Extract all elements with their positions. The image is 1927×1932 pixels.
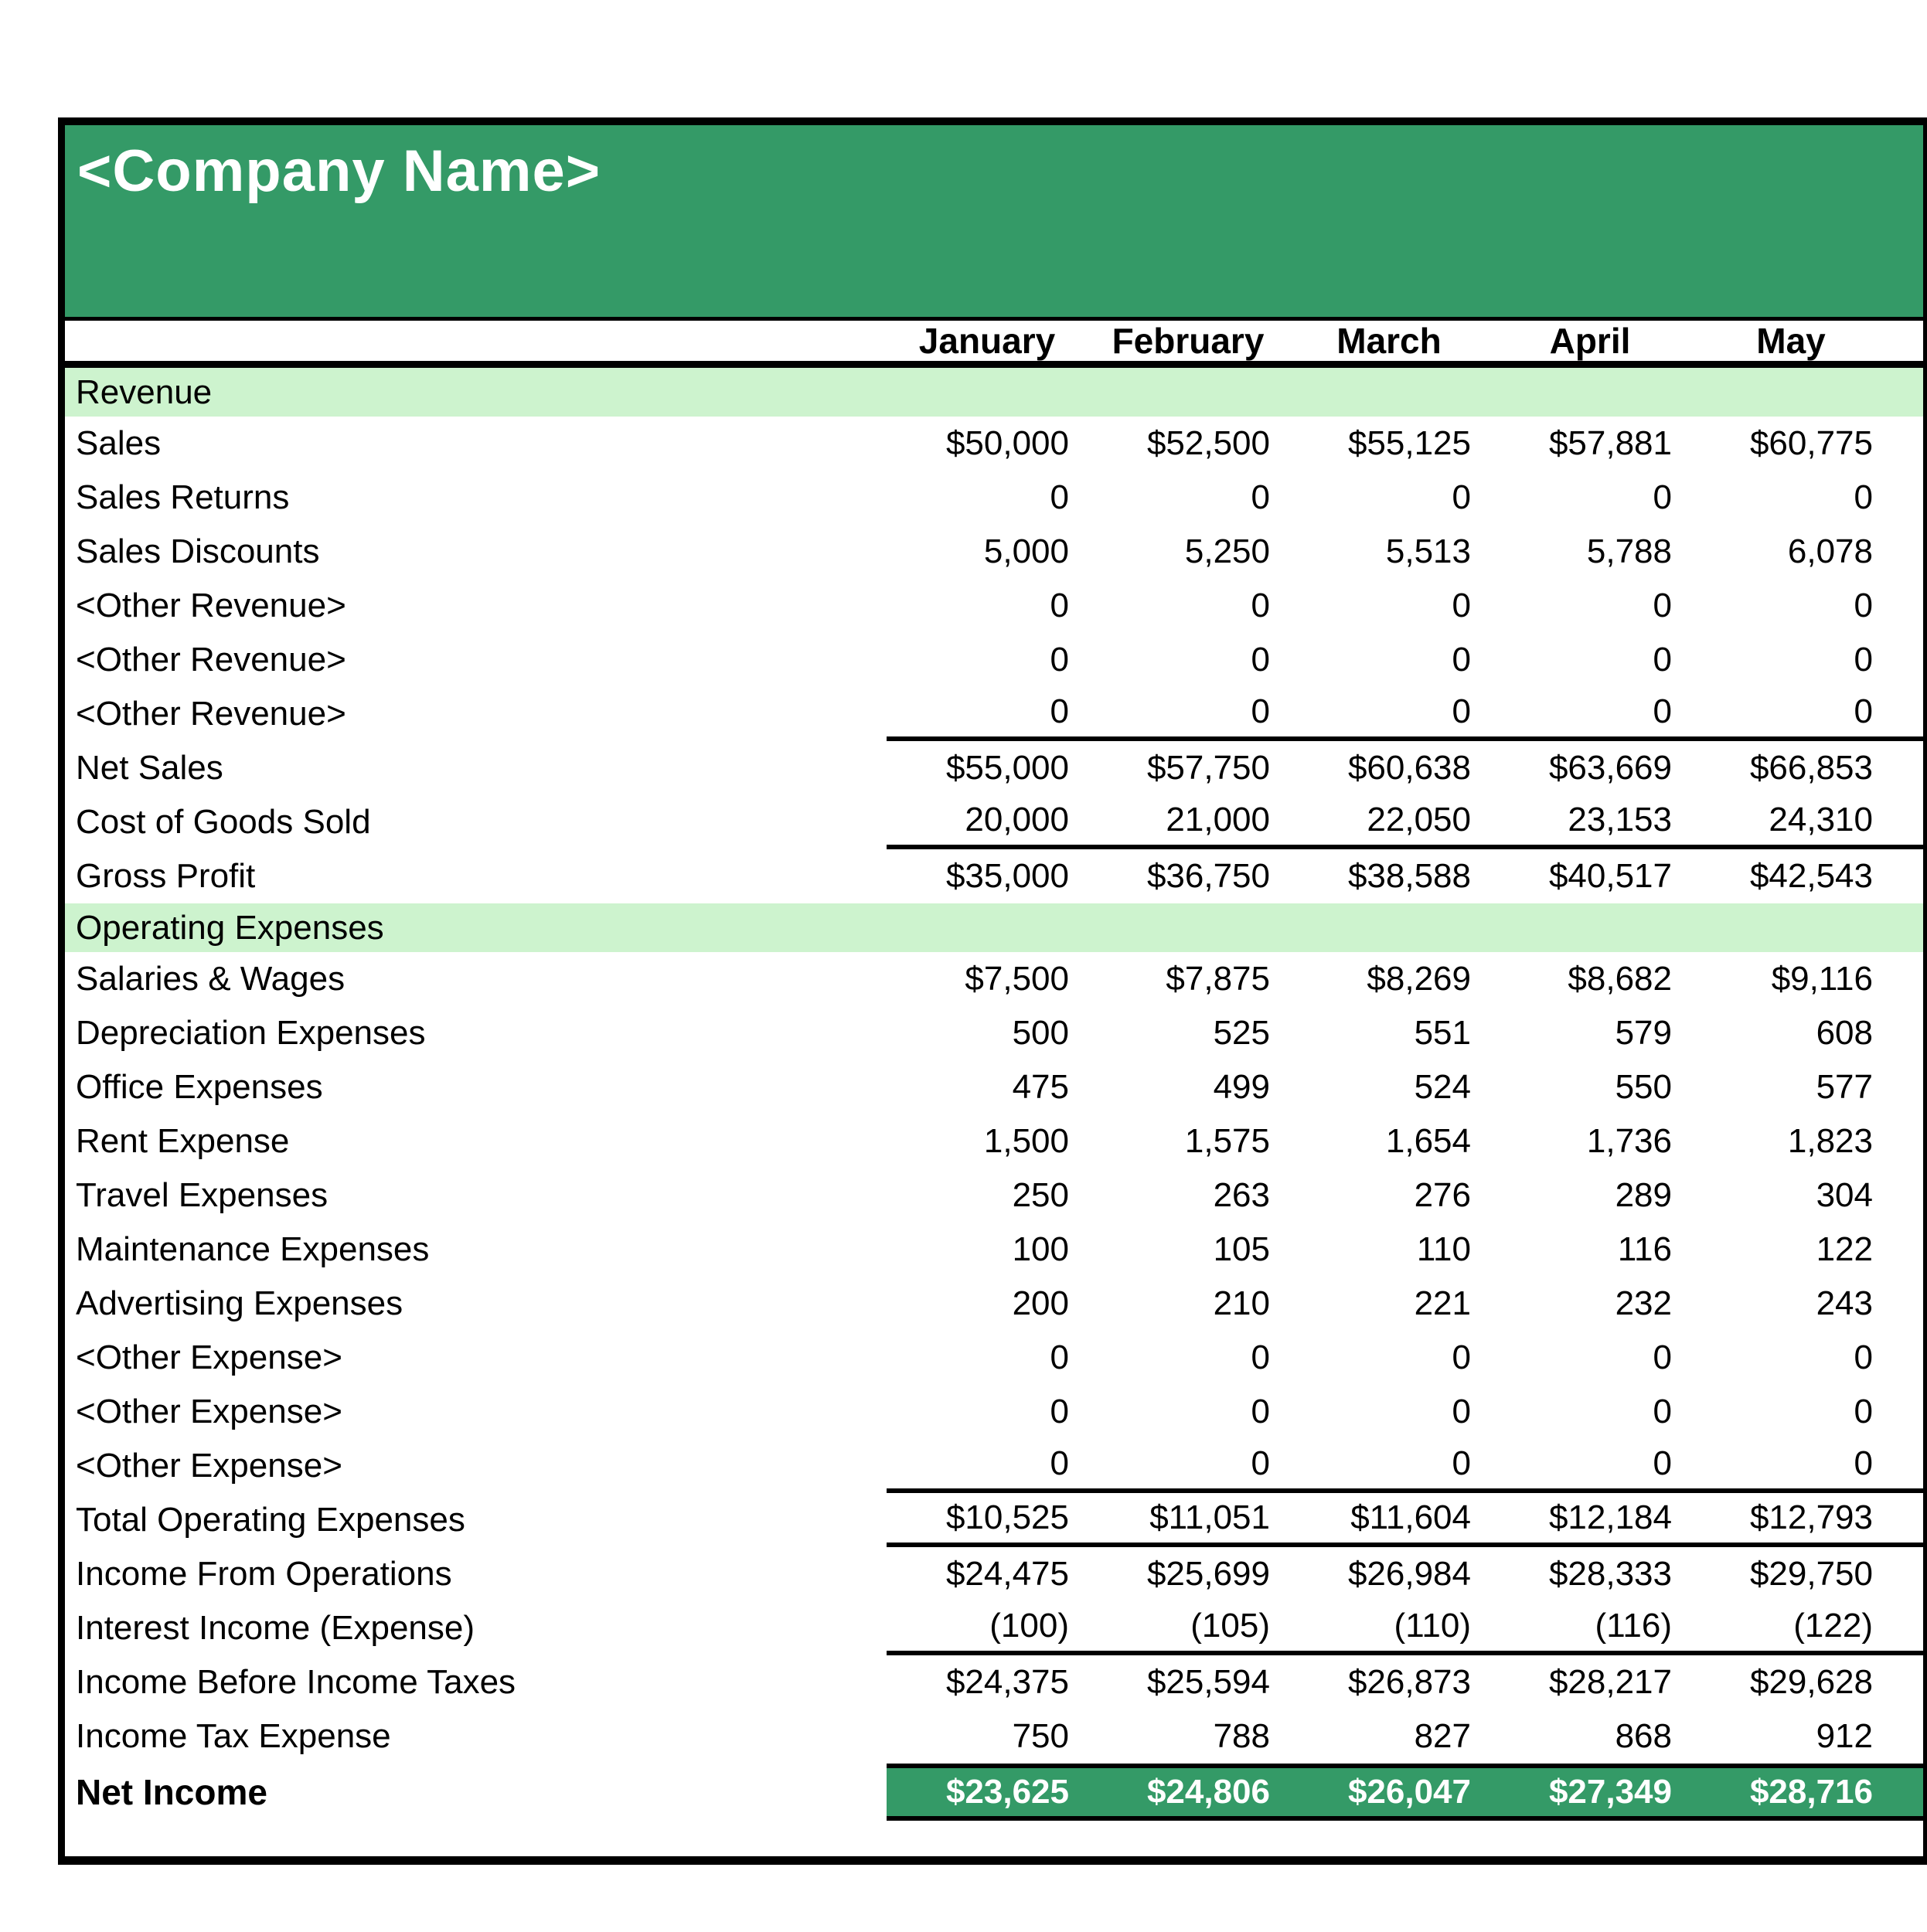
cell-april: 0 xyxy=(1653,1338,1672,1376)
cell-april: $28,217 xyxy=(1548,1663,1672,1701)
cell-january: $24,475 xyxy=(945,1555,1069,1593)
cell-january: 0 xyxy=(887,687,1088,741)
cell-january: 1,500 xyxy=(983,1122,1069,1160)
cell-may: 577 xyxy=(1816,1068,1873,1106)
cell-march: $26,873 xyxy=(1347,1663,1471,1701)
cell-april: 116 xyxy=(1617,1230,1672,1268)
cell-march: 0 xyxy=(1289,1439,1490,1493)
right-spacer xyxy=(1891,633,1923,687)
cell-april: 1,736 xyxy=(1586,1122,1672,1160)
cell-january: $50,000 xyxy=(945,424,1069,462)
cell-april: 0 xyxy=(1653,587,1672,624)
cell-may xyxy=(1690,368,1891,417)
cell-march xyxy=(1289,368,1490,417)
cell-january: $24,375 xyxy=(945,1663,1069,1701)
cell-february: 263 xyxy=(1213,1176,1270,1214)
cell-april: (116) xyxy=(1490,1601,1690,1655)
cell-may: 0 xyxy=(1854,1338,1873,1376)
right-spacer xyxy=(1891,849,1923,903)
cell-january xyxy=(887,903,1088,952)
cell-may: 0 xyxy=(1690,687,1891,741)
cell-february: $25,594 xyxy=(1146,1663,1270,1701)
right-spacer xyxy=(1891,1331,1923,1385)
row-label: Interest Income (Expense) xyxy=(76,1609,475,1647)
table-row xyxy=(65,417,1923,471)
cell-january: 0 xyxy=(1050,1393,1069,1430)
right-spacer xyxy=(1891,952,1923,1006)
row-label: Maintenance Expenses xyxy=(76,1230,430,1268)
right-spacer xyxy=(1891,1223,1923,1277)
cell-march: $8,269 xyxy=(1367,960,1471,998)
row-label: Travel Expenses xyxy=(76,1176,329,1214)
right-spacer xyxy=(1891,1168,1923,1223)
right-spacer xyxy=(1891,1060,1923,1114)
cell-march: 0 xyxy=(1452,641,1471,679)
cell-march: 827 xyxy=(1414,1717,1471,1755)
row-label: <Other Revenue> xyxy=(76,587,346,624)
row-label: Salaries & Wages xyxy=(76,960,346,998)
cell-may: 1,823 xyxy=(1787,1122,1873,1160)
right-spacer xyxy=(1891,1655,1923,1709)
right-spacer xyxy=(1891,1006,1923,1060)
table-row xyxy=(65,1439,1923,1493)
row-label: <Other Revenue> xyxy=(76,695,346,733)
row-label: <Other Expense> xyxy=(76,1338,342,1376)
column-header-april: April xyxy=(1549,321,1631,361)
cell-march: 221 xyxy=(1414,1284,1471,1322)
right-spacer xyxy=(1891,1114,1923,1168)
cell-april: 232 xyxy=(1615,1284,1672,1322)
cell-march: $26,047 xyxy=(1289,1764,1490,1821)
cell-january: 0 xyxy=(1050,587,1069,624)
cell-may: 0 xyxy=(1690,1439,1891,1493)
table-row xyxy=(65,1168,1923,1223)
row-label: Total Operating Expenses xyxy=(76,1501,465,1539)
cell-january: 100 xyxy=(1012,1230,1069,1268)
cell-february: (105) xyxy=(1088,1601,1289,1655)
cell-april: 23,153 xyxy=(1490,795,1690,849)
row-label: <Other Expense> xyxy=(76,1393,342,1430)
cell-february: 0 xyxy=(1088,1439,1289,1493)
cell-april: 0 xyxy=(1490,687,1690,741)
right-spacer xyxy=(1891,741,1923,795)
right-spacer xyxy=(1891,1709,1923,1764)
cell-march: 110 xyxy=(1416,1230,1471,1268)
cell-march: 0 xyxy=(1289,687,1490,741)
right-spacer xyxy=(1891,1601,1923,1655)
cell-february: $25,699 xyxy=(1146,1555,1270,1593)
cell-january: 475 xyxy=(1012,1068,1069,1106)
cell-february: 0 xyxy=(1251,587,1270,624)
cell-april: 0 xyxy=(1490,1439,1690,1493)
cell-may: (122) xyxy=(1690,1601,1891,1655)
cell-february xyxy=(1088,368,1289,417)
table-row xyxy=(65,952,1923,1006)
table-body xyxy=(65,368,1923,1821)
cell-march: 1,654 xyxy=(1385,1122,1471,1160)
table-row xyxy=(65,1385,1923,1439)
table-row xyxy=(65,795,1923,849)
table-row xyxy=(65,1277,1923,1331)
cell-february: $24,806 xyxy=(1088,1764,1289,1821)
cell-january: 0 xyxy=(1050,478,1069,516)
right-spacer xyxy=(1891,368,1923,417)
cell-march: 0 xyxy=(1452,587,1471,624)
cell-april: $57,881 xyxy=(1548,424,1672,462)
table-row xyxy=(65,849,1923,903)
column-header-january: January xyxy=(918,321,1056,361)
row-label: <Other Expense> xyxy=(76,1447,342,1485)
right-spacer xyxy=(1891,1385,1923,1439)
cell-march: 524 xyxy=(1414,1068,1471,1106)
cell-january: 0 xyxy=(1050,1338,1069,1376)
row-label: Sales xyxy=(76,424,162,462)
column-header-february: February xyxy=(1112,321,1265,361)
row-label: Cost of Goods Sold xyxy=(76,803,371,841)
row-label: Net Income xyxy=(76,1772,267,1812)
cell-april: $40,517 xyxy=(1548,857,1672,895)
cell-may: 24,310 xyxy=(1690,795,1891,849)
cell-april xyxy=(1490,903,1690,952)
table-row xyxy=(65,368,1923,417)
cell-january: 20,000 xyxy=(887,795,1088,849)
cell-may: 0 xyxy=(1854,587,1873,624)
table-row xyxy=(65,687,1923,741)
cell-january: 500 xyxy=(1012,1014,1069,1052)
cell-may: 0 xyxy=(1854,1393,1873,1430)
table-row xyxy=(65,1223,1923,1277)
cell-april: $28,333 xyxy=(1548,1555,1672,1593)
cell-january: 250 xyxy=(1012,1176,1069,1214)
column-header-march: March xyxy=(1336,321,1442,361)
cell-may: 0 xyxy=(1854,641,1873,679)
row-label: Income Tax Expense xyxy=(76,1717,391,1755)
table-row xyxy=(65,1493,1923,1547)
right-spacer xyxy=(1891,903,1923,952)
cell-march: $38,588 xyxy=(1347,857,1471,895)
cell-april: 868 xyxy=(1615,1717,1672,1755)
table-row xyxy=(65,1655,1923,1709)
cell-january: 0 xyxy=(1050,641,1069,679)
right-spacer xyxy=(1891,1277,1923,1331)
cell-april xyxy=(1490,368,1690,417)
cell-may xyxy=(1690,903,1891,952)
cell-february: $7,875 xyxy=(1166,960,1270,998)
cell-april: 0 xyxy=(1653,478,1672,516)
cell-march: 0 xyxy=(1452,1338,1471,1376)
cell-february: 1,575 xyxy=(1184,1122,1270,1160)
cell-may: 6,078 xyxy=(1787,532,1873,570)
cell-february: 0 xyxy=(1251,641,1270,679)
cell-may: $29,628 xyxy=(1749,1663,1873,1701)
right-spacer xyxy=(1891,1493,1923,1547)
cell-january: 5,000 xyxy=(983,532,1069,570)
table-row xyxy=(65,633,1923,687)
row-label: Net Sales xyxy=(76,749,223,787)
cell-february: 0 xyxy=(1251,478,1270,516)
table-row xyxy=(65,579,1923,633)
cell-april: $12,184 xyxy=(1490,1493,1690,1547)
cell-april: $27,349 xyxy=(1490,1764,1690,1821)
right-spacer xyxy=(1891,1764,1923,1821)
table-row xyxy=(65,1601,1923,1655)
cell-may: 304 xyxy=(1816,1176,1873,1214)
cell-february: 5,250 xyxy=(1184,532,1270,570)
cell-february: 105 xyxy=(1213,1230,1270,1268)
right-spacer xyxy=(1891,417,1923,471)
cell-january: 0 xyxy=(887,1439,1088,1493)
table-row xyxy=(65,1006,1923,1060)
cell-february: 210 xyxy=(1213,1284,1270,1322)
cell-march: (110) xyxy=(1289,1601,1490,1655)
cell-april: 5,788 xyxy=(1586,532,1672,570)
right-spacer xyxy=(1891,1547,1923,1601)
cell-february: 499 xyxy=(1213,1068,1270,1106)
cell-may: $12,793 xyxy=(1690,1493,1891,1547)
row-label: Depreciation Expenses xyxy=(76,1014,426,1052)
row-label-spacer xyxy=(65,321,887,361)
cell-may: 243 xyxy=(1816,1284,1873,1322)
cell-may: $42,543 xyxy=(1749,857,1873,895)
table-row xyxy=(65,1060,1923,1114)
cell-may: $60,775 xyxy=(1749,424,1873,462)
cell-may: $66,853 xyxy=(1749,749,1873,787)
company-header-band xyxy=(65,125,1923,317)
table-row xyxy=(65,903,1923,952)
row-label: Office Expenses xyxy=(76,1068,323,1106)
column-header-row xyxy=(65,317,1923,368)
row-label: Income From Operations xyxy=(76,1555,452,1593)
row-label: Sales Discounts xyxy=(76,532,320,570)
table-row xyxy=(65,1764,1923,1821)
cell-february: 525 xyxy=(1213,1014,1270,1052)
table-row xyxy=(65,525,1923,579)
cell-march: 276 xyxy=(1414,1176,1471,1214)
cell-may: 912 xyxy=(1816,1717,1873,1755)
cell-january xyxy=(887,368,1088,417)
row-label: Gross Profit xyxy=(76,857,256,895)
cell-april: 579 xyxy=(1615,1014,1672,1052)
cell-march: $60,638 xyxy=(1347,749,1471,787)
cell-february: $36,750 xyxy=(1146,857,1270,895)
right-spacer xyxy=(1891,687,1923,741)
cell-january: 200 xyxy=(1012,1284,1069,1322)
right-spacer xyxy=(1891,471,1923,525)
income-statement-sheet xyxy=(58,117,1927,1865)
right-spacer xyxy=(1891,321,1923,361)
cell-march: $55,125 xyxy=(1347,424,1471,462)
table-row xyxy=(65,741,1923,795)
cell-april: $63,669 xyxy=(1548,749,1672,787)
table-row xyxy=(65,1331,1923,1385)
row-label: <Other Revenue> xyxy=(76,641,346,679)
cell-may: $9,116 xyxy=(1771,960,1873,998)
cell-march: $11,604 xyxy=(1289,1493,1490,1547)
cell-february: $57,750 xyxy=(1146,749,1270,787)
company-name: <Company Name> xyxy=(77,138,601,204)
cell-may: $28,716 xyxy=(1690,1764,1891,1821)
cell-january: $35,000 xyxy=(945,857,1069,895)
cell-february xyxy=(1088,903,1289,952)
bottom-padding xyxy=(65,1821,1923,1856)
cell-april: $8,682 xyxy=(1568,960,1672,998)
cell-may: $29,750 xyxy=(1749,1555,1873,1593)
right-spacer xyxy=(1891,579,1923,633)
table-row xyxy=(65,1547,1923,1601)
row-label: Operating Expenses xyxy=(76,908,384,947)
cell-january: $55,000 xyxy=(945,749,1069,787)
cell-may: 122 xyxy=(1816,1230,1873,1268)
cell-february: 0 xyxy=(1088,687,1289,741)
right-spacer xyxy=(1891,795,1923,849)
cell-may: 608 xyxy=(1816,1014,1873,1052)
cell-january: $23,625 xyxy=(887,1764,1088,1821)
cell-february: $11,051 xyxy=(1088,1493,1289,1547)
cell-april: 289 xyxy=(1615,1176,1672,1214)
column-header-may: May xyxy=(1756,321,1826,361)
row-label: Advertising Expenses xyxy=(76,1284,403,1322)
cell-may: 0 xyxy=(1854,478,1873,516)
cell-january: (100) xyxy=(887,1601,1088,1655)
cell-march: 551 xyxy=(1414,1014,1471,1052)
cell-april: 0 xyxy=(1653,1393,1672,1430)
right-spacer xyxy=(1891,525,1923,579)
cell-january: $10,525 xyxy=(887,1493,1088,1547)
cell-march: 0 xyxy=(1452,1393,1471,1430)
cell-march: 5,513 xyxy=(1385,532,1471,570)
cell-february: 0 xyxy=(1251,1393,1270,1430)
cell-january: 750 xyxy=(1012,1717,1069,1755)
cell-february: 788 xyxy=(1213,1717,1270,1755)
cell-april: 550 xyxy=(1615,1068,1672,1106)
row-label: Sales Returns xyxy=(76,478,290,516)
cell-april: 0 xyxy=(1653,641,1672,679)
table-row xyxy=(65,1114,1923,1168)
row-label: Rent Expense xyxy=(76,1122,290,1160)
right-spacer xyxy=(1891,1439,1923,1493)
cell-february: 0 xyxy=(1251,1338,1270,1376)
cell-march xyxy=(1289,903,1490,952)
table-row xyxy=(65,471,1923,525)
cell-february: $52,500 xyxy=(1146,424,1270,462)
table-row xyxy=(65,1709,1923,1764)
cell-january: $7,500 xyxy=(965,960,1069,998)
row-label: Revenue xyxy=(76,372,213,411)
row-label: Income Before Income Taxes xyxy=(76,1663,516,1701)
cell-february: 21,000 xyxy=(1088,795,1289,849)
cell-march: $26,984 xyxy=(1347,1555,1471,1593)
cell-march: 0 xyxy=(1452,478,1471,516)
cell-march: 22,050 xyxy=(1289,795,1490,849)
